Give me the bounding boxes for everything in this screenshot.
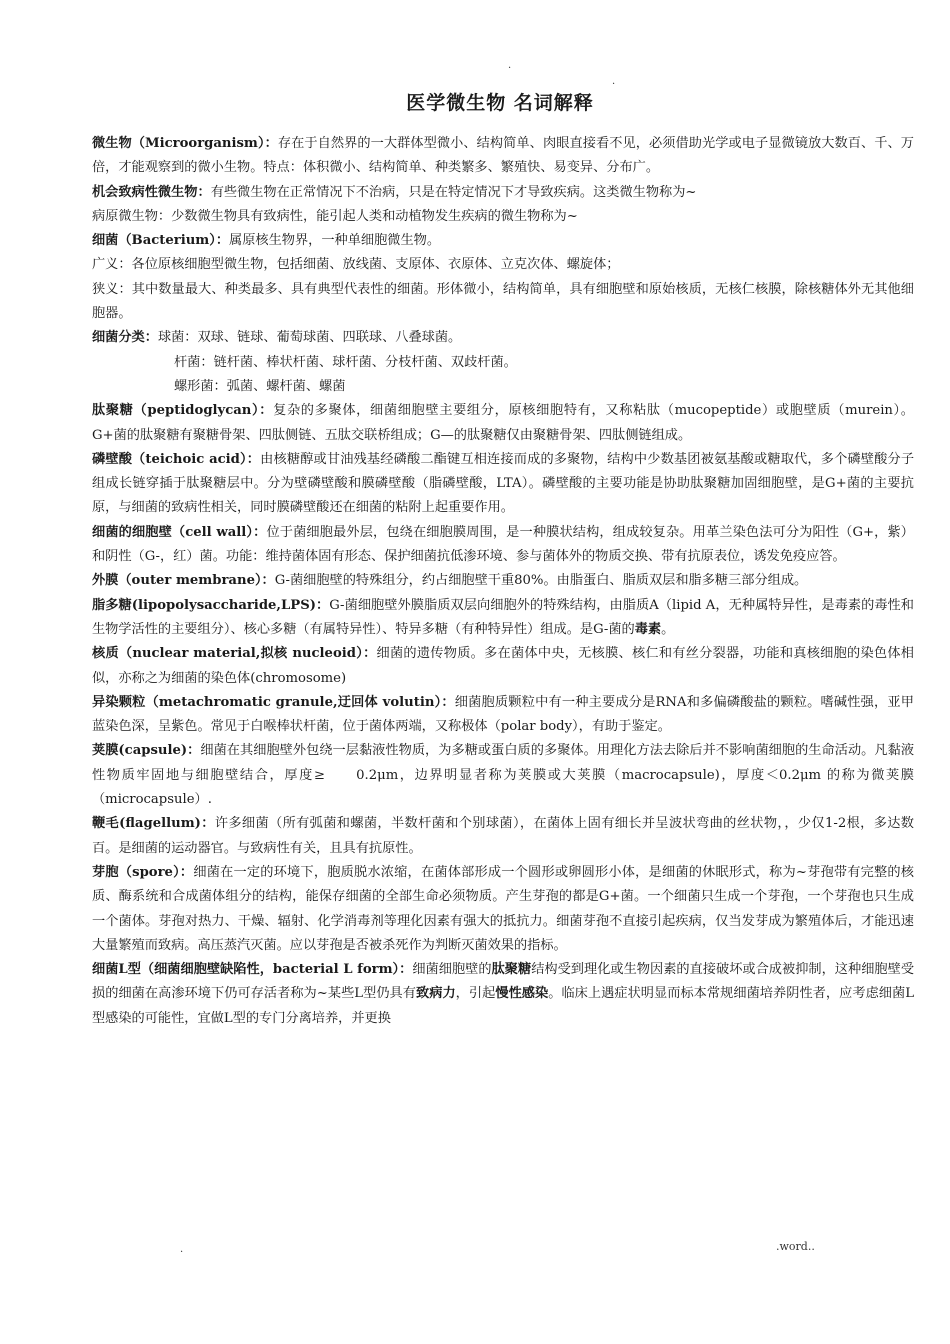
entry-emphasis: 慢性感染 [495, 986, 549, 1002]
entry-text: 细菌胞质颗粒中有一种主要成分是RNA和多偏磷酸盐的颗粒。嗜碱性强，亚甲蓝染色深，呈紫色。常见于白喉棒状杆菌，位于菌体两端，又称极体（polar body），有助于鉴定。 [92, 694, 914, 735]
entry-text: 广义：各位原核细胞型微生物，包括细菌、放线菌、支原体、衣原体、立克次体、螺旋体； [92, 257, 620, 273]
entry-outer-membrane [92, 569, 914, 593]
entry-text: 病原微生物：少数微生物具有致病性，能引起人类和动植物发生疾病的微生物称为~ [92, 208, 578, 224]
entry-narrow-sense [92, 278, 914, 327]
entry-text: G-菌细胞壁外膜脂质双层向细胞外的特殊结构，由脂质A（lipid A，无种属特异性，是毒素的毒性和生物学活性的主要组分）、核心多糖（有属特异性）、特异多糖（有种特异性）组成。是G-菌的 [92, 597, 914, 637]
entry-text: 细菌细胞壁的 [412, 962, 492, 978]
entry-text: 细菌在其细胞壁外包绕一层黏液性物质，为多糖或蛋白质的多聚体。用理化方法去除后并不影响菌细胞的生命活动。凡黏液性物质牢固地与细胞壁结合，厚度≥ 0.2μm，边界明显者称为荚膜或大荚膜（macrocapsule)，厚度＜0.2μm 的称为微荚膜（microcapsule）. [92, 743, 915, 808]
entry-emphasis: 致病力 [416, 986, 456, 1002]
footer-dot: . [180, 1244, 184, 1255]
entry-lps [92, 594, 914, 643]
entry-term: 细菌L型（细菌细胞壁缺陷性，bacterial L form）： [92, 962, 413, 978]
entry-term: 机会致病性微生物： [92, 184, 211, 200]
entry-flagellum [92, 812, 914, 861]
entry-term: 磷壁酸（teichoic acid）： [92, 451, 261, 467]
entry-term: 微生物（Microorganism）： [92, 136, 278, 151]
entry-text: 。临床上遇症状明显而标本常规细菌培养阴性者，应考虑细菌L型感染的可能性，宜做L型的专门分离培养，并更换 [92, 986, 914, 1026]
entry-term: 外膜（outer membrane）： [92, 573, 275, 589]
entry-text: 存在于自然界的一大群体型微小、结构简单、肉眼直接看不见，必须借助光学或电子显微镜放大数百、千、万倍，才能观察到的微小生物。特点：体积微小、结构简单、种类繁多、繁殖快、易变异、分布广。 [92, 136, 914, 176]
entry-text: 螺形菌：弧菌、螺杆菌、螺菌 [174, 378, 346, 394]
entry-text: 结构受到理化或生物因素的直接破坏或合成被抑制，这种细胞壁受损的细菌在高渗环境下仍可存活者称为~某些L型仍具有 [92, 962, 915, 1002]
page-title: 医学微生物 名词解释 [406, 92, 594, 114]
entry-text: 由核糖醇或甘油残基经磷酸二酯键互相连接而成的多聚物，结构中少数基团被氨基酸或糖取代，多个磷壁酸分子组成长链穿插于肽聚糖层中。分为壁磷壁酸和膜磷壁酸（脂磷壁酸，LTA）。磷壁酸的主要功能是协助肽聚糖加固细胞壁，是G+菌的主要抗原，与细菌的致病性相关，同时膜磷壁酸还在细菌的粘附上起重要作用。 [92, 451, 914, 516]
entry-text: 属原核生物界，一种单细胞微生物。 [229, 233, 441, 249]
entry-term: 鞭毛(flagellum)： [92, 816, 215, 832]
entry-text: 杆菌：链杆菌、棒状杆菌、球杆菌、分枝杆菌、双歧杆菌。 [174, 354, 517, 370]
entry-term: 细菌分类： [92, 330, 158, 346]
entry-emphasis: 毒素 [634, 621, 662, 637]
entry-nucleoid [92, 642, 914, 691]
entry-l-form [92, 958, 914, 1031]
entry-text: 位于菌细胞最外层，包绕在细胞膜周围，是一种膜状结构，组成较复杂。用革兰染色法可分为阳性（G+，紫）和阴性（G-，红）菌。功能：维持菌体固有形态、保护细菌抗低渗环境、参与菌体外的物质交换、带有抗原表位，诱发免疫应答。 [92, 524, 914, 565]
entry-opportunistic [92, 181, 914, 205]
entry-emphasis: 肽聚糖 [491, 962, 532, 978]
entry-teichoic-acid [92, 448, 914, 521]
entry-term: 核质（nuclear material,拟核 nucleoid）： [92, 646, 377, 662]
entry-cell-wall [92, 521, 914, 570]
entry-peptidoglycan [92, 399, 914, 448]
header-dot: . [508, 60, 512, 71]
entry-microorganism [92, 132, 914, 181]
entry-term: 肽聚糖（peptidoglycan）： [92, 403, 274, 419]
entry-term: 荚膜(capsule)： [92, 743, 201, 759]
glossary-body [92, 132, 914, 1031]
entry-text: 细菌的遗传物质。多在菌体中央，无核膜、核仁和有丝分裂器，功能和真核细胞的染色体相似，亦称之为细菌的染色体(chromosome) [92, 646, 914, 686]
entry-text: 狭义：其中数量最大、种类最多、具有典型代表性的细菌。形体微小，结构简单，具有细胞壁和原始核质，无核仁核膜，除核糖体外无其他细胞器。 [92, 281, 914, 322]
header-dot: . [612, 76, 616, 87]
entry-volutin [92, 691, 914, 740]
entry-text: ，引起 [455, 986, 496, 1002]
entry-term: 芽胞（spore）： [92, 864, 194, 880]
entry-text: 细菌在一定的环境下，胞质脱水浓缩，在菌体部形成一个圆形或卵圆形小体，是细菌的休眠形式，称为~芽孢带有完整的核质、酶系统和合成菌体组分的结构，能保存细菌的全部生命必须物质。产生芽孢的都是G+菌。一个细菌只生成一个芽孢，一个芽孢也只生成一个菌体。芽孢对热力、干燥、辐射、化学消毒剂等理化因素有强大的抵抗力。细菌芽孢不直接引起疾病，仅当发芽成为繁殖体后，才能迅速大量繁殖而致病。高压蒸汽灭菌。应以芽孢是否被杀死作为判断灭菌效果的指标。 [92, 864, 914, 953]
entry-text: 。 [661, 621, 675, 637]
entry-text: G-菌细胞壁的特殊组分，约占细胞壁干重80%。由脂蛋白、脂质双层和脂多糖三部分组成。 [274, 573, 808, 589]
entry-broad-sense [92, 253, 914, 277]
entry-term: 细菌的细胞壁（cell wall）： [92, 524, 267, 540]
entry-bacterium [92, 229, 914, 253]
entry-bacilli [92, 351, 914, 375]
entry-text: 有些微生物在正常情况下不治病，只是在特定情况下才导致疾病。这类微生物称为~ [210, 184, 697, 200]
entry-term: 脂多糖(lipopolysaccharide,LPS)： [92, 597, 330, 613]
entry-spore [92, 861, 914, 958]
entry-spiral [92, 375, 914, 399]
footer-watermark: .word.. [776, 1240, 815, 1253]
entry-text: 许多细菌（所有弧菌和螺菌，半数杆菌和个别球菌），在菌体上固有细长并呈波状弯曲的丝状物，，少仅1-2根，多达数百。是细菌的运动器官。与致病性有关，且具有抗原性。 [92, 816, 914, 856]
entry-term: 细菌（Bacterium）： [92, 233, 230, 249]
entry-text: 球菌：双球、链球、葡萄球菌、四联球、八叠球菌。 [157, 330, 462, 346]
entry-text: 复杂的多聚体，细菌细胞壁主要组分，原核细胞特有，又称粘肽（mucopeptide）或胞壁质（murein）。G+菌的肽聚糖有聚糖骨架、四肽侧链、五肽交联桥组成；G—的肽聚糖仅由聚糖骨架、四肽侧链组成。 [92, 403, 914, 443]
entry-pathogen [92, 205, 914, 229]
entry-capsule [92, 739, 914, 812]
entry-classification [92, 326, 914, 350]
entry-term: 异染颗粒（metachromatic granule,迂回体 volutin）： [92, 694, 455, 710]
